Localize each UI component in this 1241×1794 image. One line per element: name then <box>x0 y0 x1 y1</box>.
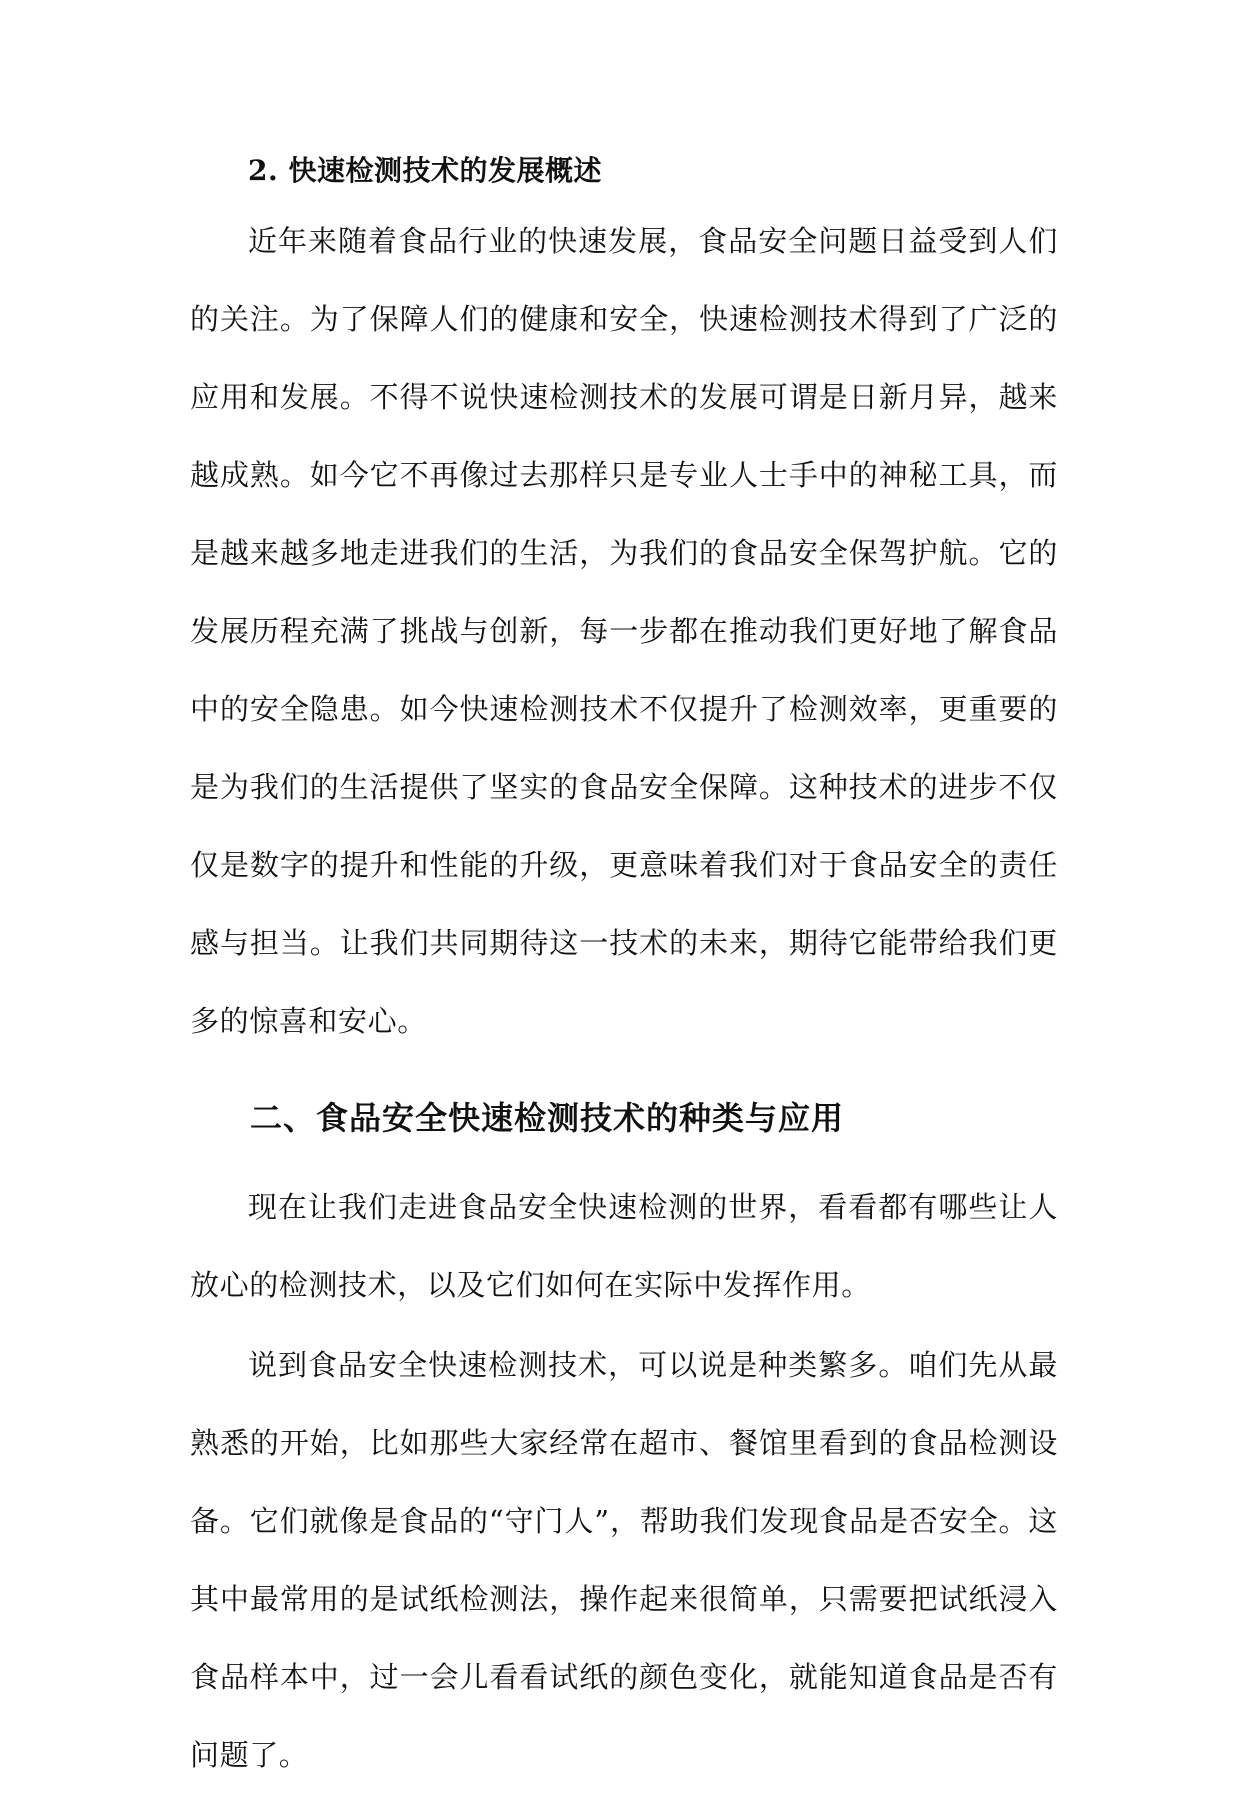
paragraph-test-strip-method: 说到食品安全快速检测技术，可以说是种类繁多。咱们先从最熟悉的开始，比如那些大家经常在超市、餐馆里看到的食品检测设备。它们就像是食品的“守门人”，帮助我们发现食品是否安全。这其中最常用的是试纸检测法，操作起来很简单，只需要把试纸浸入食品样本中，过一会儿看看试纸的颜色变化，就能知道食品是否有问题了。 <box>190 1348 1058 1772</box>
paragraph-development-overview: 近年来随着食品行业的快速发展，食品安全问题日益受到人们的关注。为了保障人们的健康和安全，快速检测技术得到了广泛的应用和发展。不得不说快速检测技术的发展可谓是日新月异，越来越成熟。如今它不再像过去那样只是专业人士手中的神秘工具，而是越来越多地走进我们的生活，为我们的食品安全保驾护航。它的发展历程充满了挑战与创新，每一步都在推动我们更好地了解食品中的安全隐患。如今快速检测技术不仅提升了检测效率，更重要的是为我们的生活提供了坚实的食品安全保障。这种技术的进步不仅仅是数字的提升和性能的升级，更意味着我们对于食品安全的责任感与担当。让我们共同期待这一技术的未来，期待它能带给我们更多的惊喜和安心。 <box>190 224 1058 1038</box>
chapter-heading-types-and-applications: 二、食品安全快速检测技术的种类与应用 <box>250 1099 845 1137</box>
page-content <box>190 140 1058 1794</box>
paragraph-intro-detection-world: 现在让我们走进食品安全快速检测的世界，看看都有哪些让人放心的检测技术，以及它们如何在实际中发挥作用。 <box>190 1190 1058 1302</box>
section-heading-development-overview: 2. 快速检测技术的发展概述 <box>248 154 602 187</box>
